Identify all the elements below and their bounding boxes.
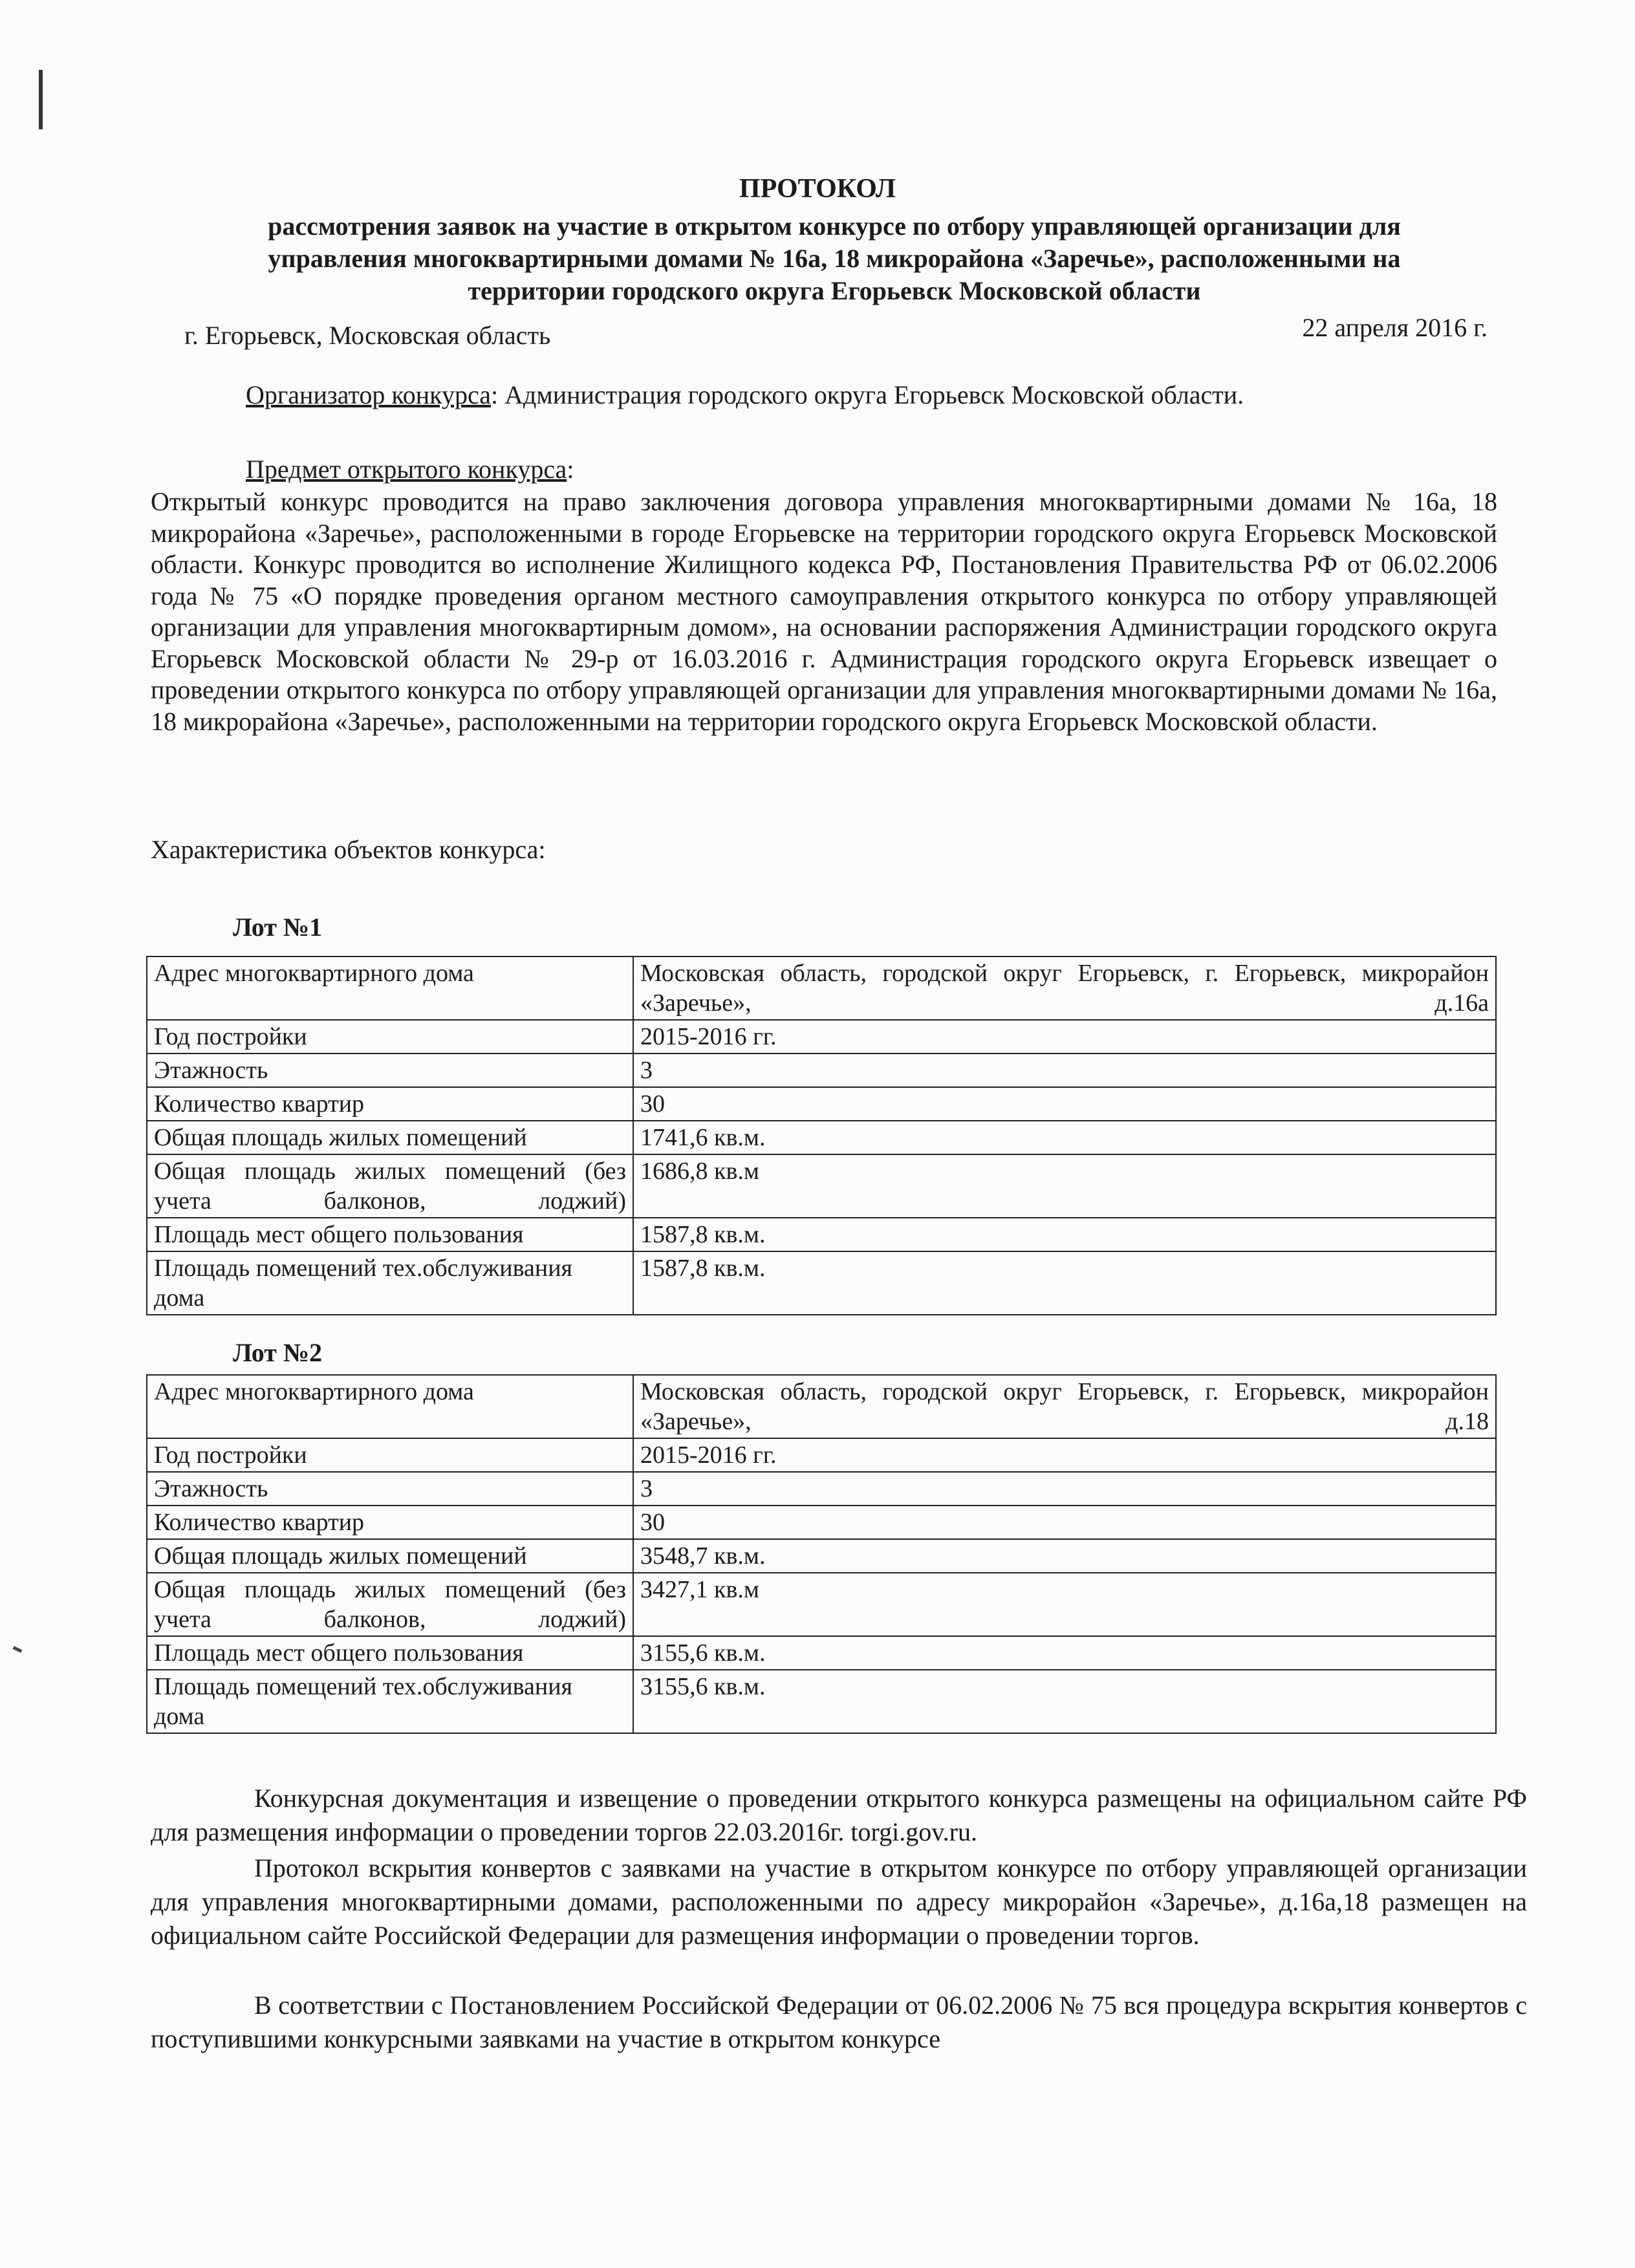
row-key: Количество квартир xyxy=(147,1506,633,1539)
table-row xyxy=(147,1053,1496,1087)
subtitle-line-2: управления многоквартирными домами № 16а, 18 микрорайона «Заречье», расположенными на xyxy=(268,244,1401,273)
organizer-label: Организатор конкурса xyxy=(246,380,492,409)
row-key: Площадь мест общего пользования xyxy=(147,1636,633,1670)
document-place: г. Егорьевск, Московская область xyxy=(184,321,551,350)
row-key: Общая площадь жилых помещений xyxy=(147,1121,633,1154)
row-key: Этажность xyxy=(147,1053,633,1087)
table-row xyxy=(147,1670,1496,1733)
organizer-text: Администрация городского округа Егорьевск Московской области. xyxy=(498,380,1244,409)
table-row xyxy=(147,1438,1496,1472)
row-value: 3155,6 кв.м. xyxy=(633,1670,1496,1733)
table-row xyxy=(147,1218,1496,1251)
characteristics-label: Характеристика объектов конкурса: xyxy=(151,835,546,864)
row-value: 3427,1 кв.м xyxy=(633,1573,1496,1636)
row-value: 3548,7 кв.м. xyxy=(633,1539,1496,1573)
document-date: 22 апреля 2016 г. xyxy=(1302,313,1488,342)
subject-text: Открытый конкурс проводится на право заключения договора управления многоквартирными домами № 16а, 18 микрорайона «Заречье», расположенными в городе Егорьевске на территории городского округа Егорьевск Московской области. Конкурс проводится во исполнение Жилищного кодекса РФ, Постановления Правительства РФ от 06.02.2006 года № 75 «О порядке проведения органом местного самоуправления открытого конкурса по отбору управляющей организации для управления многоквартирным домом», на основании распоряжения Администрации городского округа Егорьевск Московской области № 29-р от 16.03.2016 г. Администрация городского округа Егорьевск извещает о проведении открытого конкурса по отбору управляющей организации для управления многоквартирными домами № 16а, 18 микрорайона «Заречье», расположенными на территории городского округа Егорьевск Московской области. xyxy=(151,487,1497,736)
row-key: Адрес многоквартирного дома xyxy=(147,956,633,1020)
row-value: 1587,8 кв.м. xyxy=(633,1251,1496,1315)
row-key: Этажность xyxy=(147,1472,633,1506)
row-key: Количество квартир xyxy=(147,1087,633,1121)
table-row xyxy=(147,1087,1496,1121)
row-value: 2015-2016 гг. xyxy=(633,1438,1496,1472)
table-row xyxy=(147,1251,1496,1315)
table-row xyxy=(147,1020,1496,1053)
table-row xyxy=(147,1539,1496,1573)
document-subtitle xyxy=(175,210,1494,307)
row-key: Общая площадь жилых помещений xyxy=(147,1539,633,1573)
closing-paragraph-3: В соответствии с Постановлением Российской Федерации от 06.02.2006 № 75 вся процедура вскрытия конвертов с поступившими конкурсными заявками на участие в открытом конкурсе xyxy=(151,1991,1527,2053)
scan-speck xyxy=(13,1646,23,1652)
lot-2-table xyxy=(146,1374,1497,1734)
lot-2-title: Лот №2 xyxy=(233,1338,323,1367)
row-key: Год постройки xyxy=(147,1020,633,1053)
row-value: 30 xyxy=(633,1087,1496,1121)
row-value: 1741,6 кв.м. xyxy=(633,1121,1496,1154)
table-row xyxy=(147,1573,1496,1636)
lot-1-title: Лот №1 xyxy=(233,913,323,942)
row-value: 3 xyxy=(633,1472,1496,1506)
table-row xyxy=(147,1121,1496,1154)
row-key: Общая площадь жилых помещений (без учета балконов, лоджий) xyxy=(147,1154,633,1218)
row-value: 2015-2016 гг. xyxy=(633,1020,1496,1053)
document-title: ПРОТОКОЛ xyxy=(739,174,896,204)
row-key: Общая площадь жилых помещений (без учета балконов, лоджий) xyxy=(147,1573,633,1636)
row-value: 30 xyxy=(633,1506,1496,1539)
row-value: 3155,6 кв.м. xyxy=(633,1636,1496,1670)
subject-heading xyxy=(246,453,893,486)
subtitle-line-3: территории городского округа Егорьевск Московской области xyxy=(468,276,1201,305)
table-row xyxy=(147,956,1496,1020)
lot-1-table xyxy=(146,956,1497,1315)
row-key: Площадь мест общего пользования xyxy=(147,1218,633,1251)
closing-paragraph-1: Конкурсная документация и извещение о проведении открытого конкурса размещены на официальном сайте РФ для размещения информации о проведении торгов 22.03.2016г. torgi.gov.ru. xyxy=(151,1784,1527,1846)
closing-paragraph-2: Протокол вскрытия конвертов с заявками на участие в открытом конкурсе по отбору управляющей организации для управления многоквартирными домами, расположенными по адресу микрорайон «Заречье», д.16а,18 размещен на официальном сайте Российской Федерации для размещения информации о проведении торгов. xyxy=(151,1853,1527,1950)
table-row xyxy=(147,1375,1496,1438)
row-value: Московская область, городской округ Егорьевск, г. Егорьевск, микрорайон «Заречье», д.18 xyxy=(633,1375,1496,1438)
table-row xyxy=(147,1506,1496,1539)
organizer-colon: : xyxy=(491,380,499,409)
row-value: 1587,8 кв.м. xyxy=(633,1218,1496,1251)
scan-edge-mark xyxy=(39,70,43,129)
subject-label: Предмет открытого конкурса xyxy=(246,455,567,484)
subject-colon: : xyxy=(567,455,574,484)
subtitle-line-1: рассмотрения заявок на участие в открытом конкурсе по отбору управляющей организации для xyxy=(268,211,1401,241)
row-value: Московская область, городской округ Егорьевск, г. Егорьевск, микрорайон «Заречье», д.16а xyxy=(633,956,1496,1020)
row-key: Год постройки xyxy=(147,1438,633,1472)
row-key: Площадь помещений тех.обслуживания дома xyxy=(147,1251,633,1315)
table-row xyxy=(147,1154,1496,1218)
row-value: 3 xyxy=(633,1053,1496,1087)
table-row xyxy=(147,1636,1496,1670)
row-key: Площадь помещений тех.обслуживания дома xyxy=(147,1670,633,1733)
organizer-paragraph xyxy=(246,378,1500,412)
row-value: 1686,8 кв.м xyxy=(633,1154,1496,1218)
row-key: Адрес многоквартирного дома xyxy=(147,1375,633,1438)
table-row xyxy=(147,1472,1496,1506)
